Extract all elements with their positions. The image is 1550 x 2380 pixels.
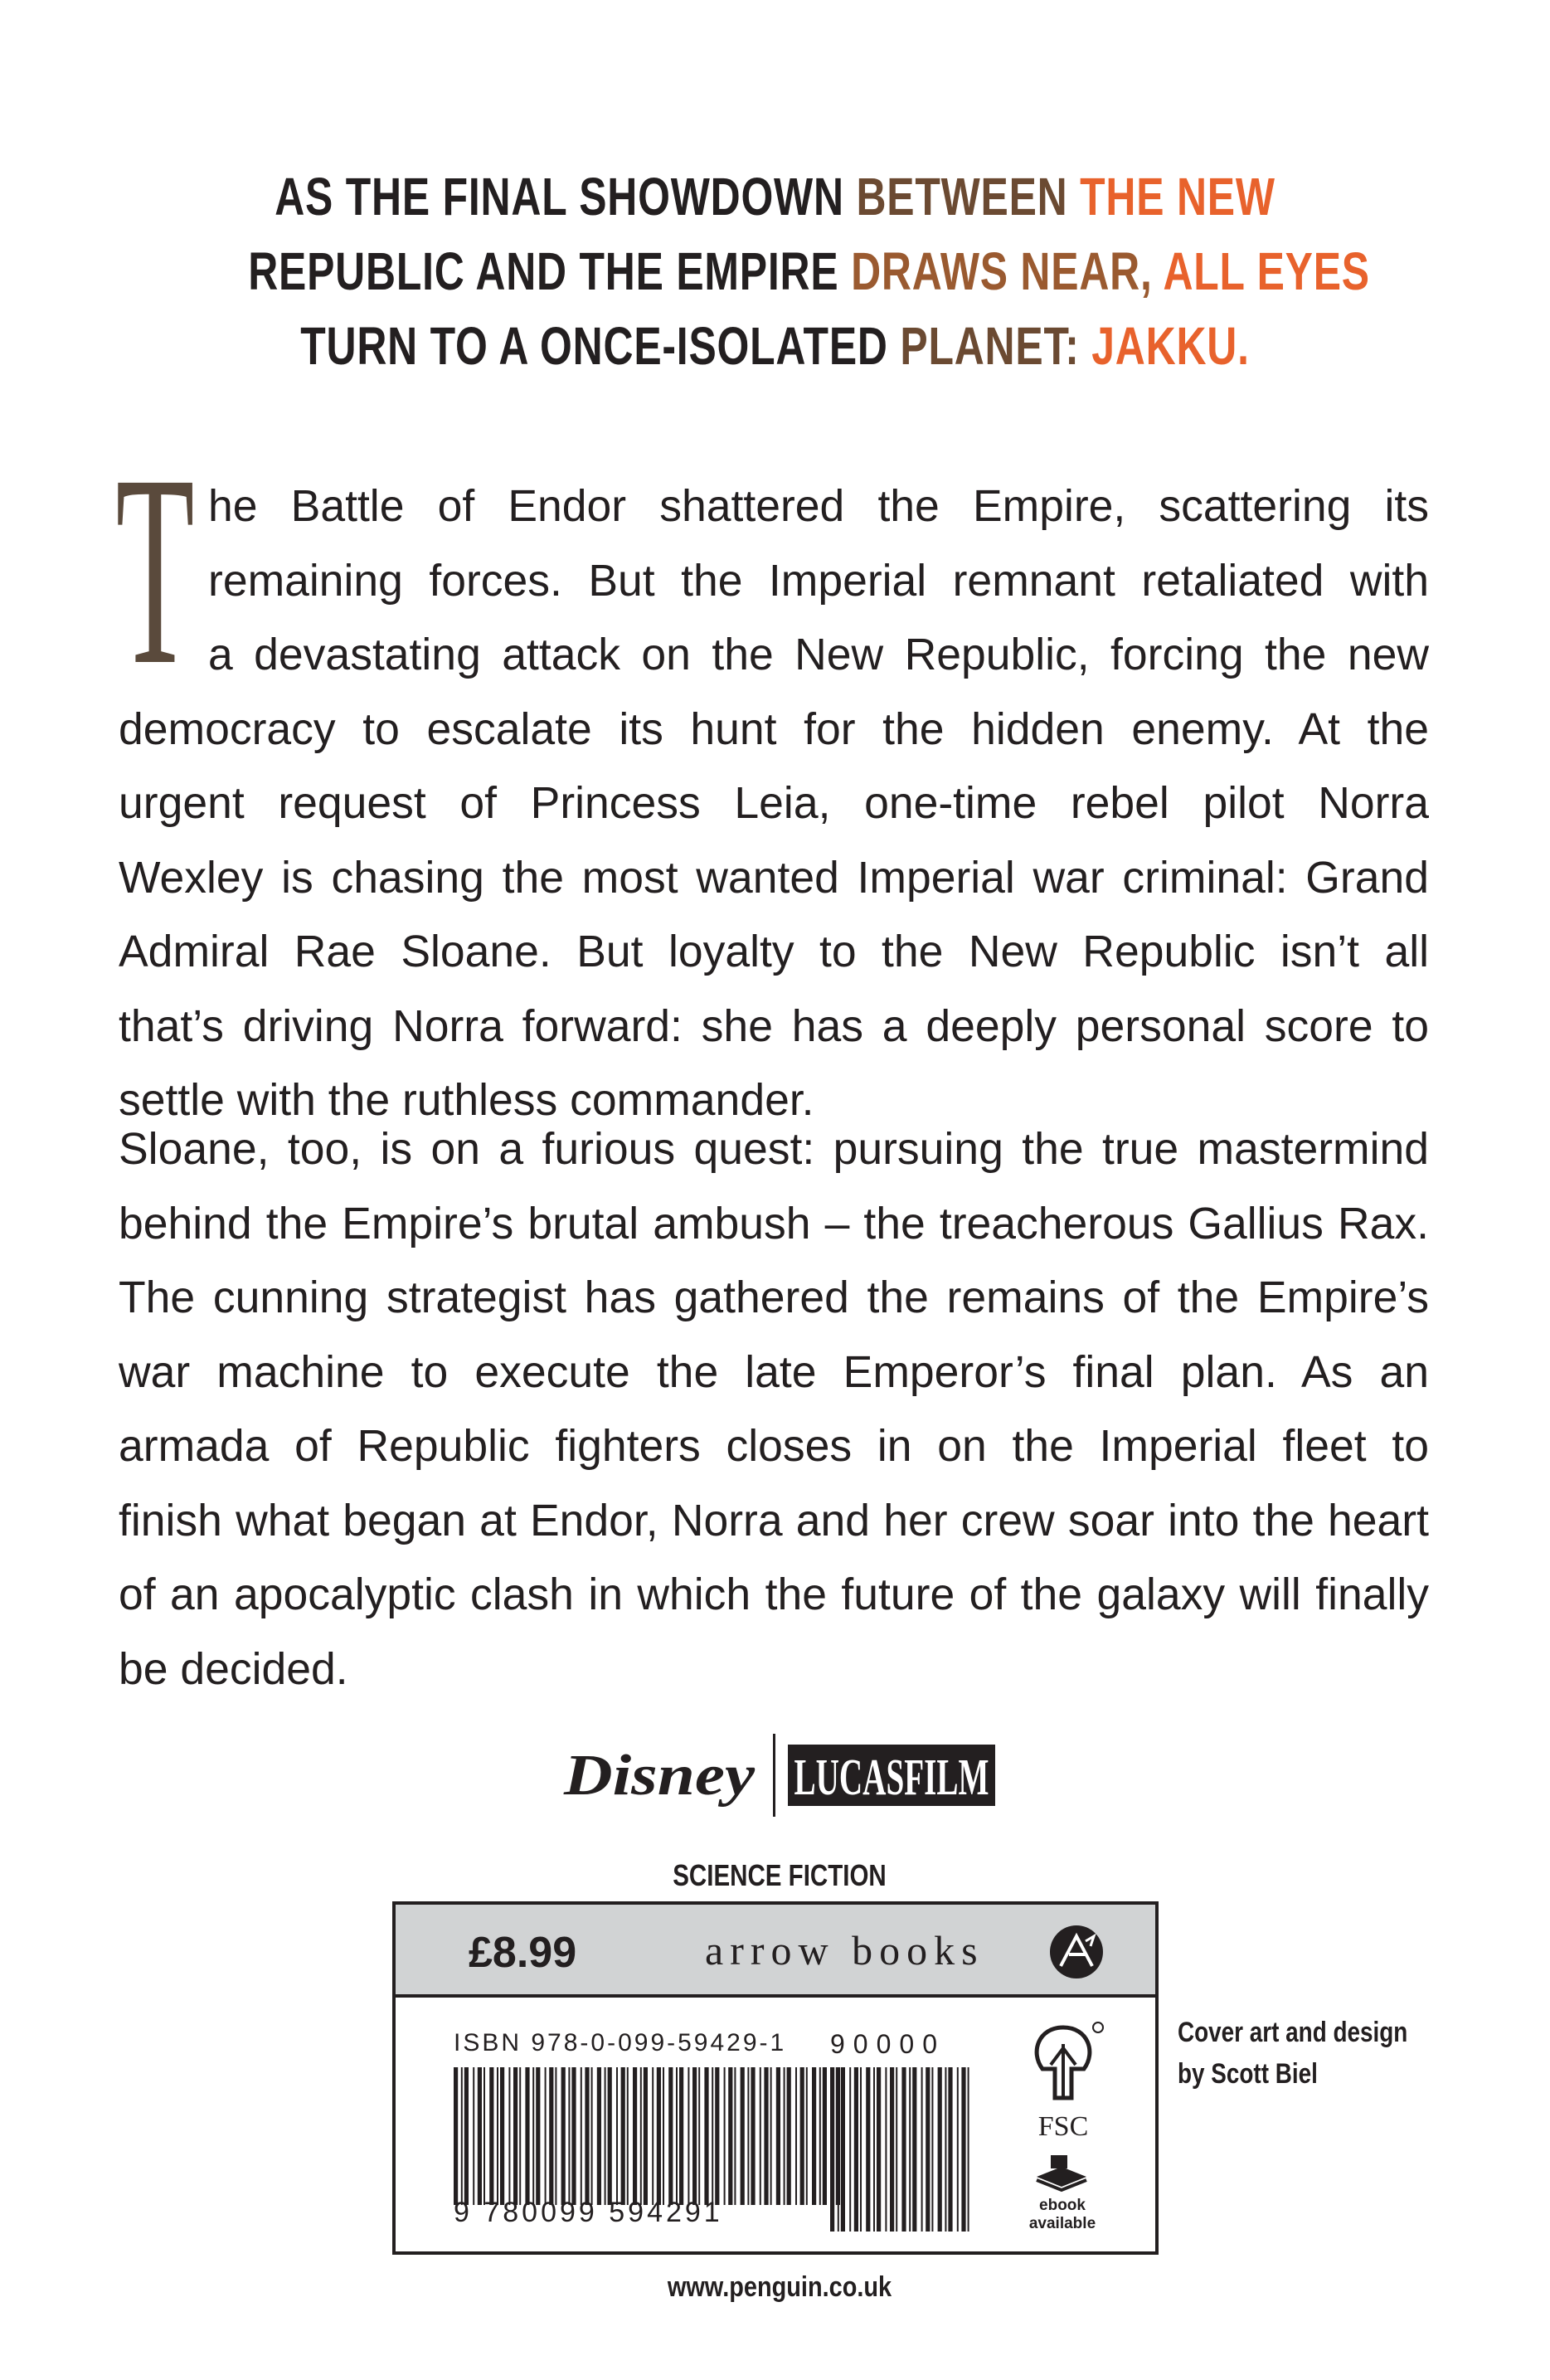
fsc-label: FSC (1037, 2111, 1089, 2142)
barcode-bar (760, 2067, 761, 2205)
barcode-bar (500, 2067, 504, 2205)
isbn-barcode (454, 2067, 843, 2205)
barcode-bar (751, 2067, 755, 2205)
barcode-bar (549, 2067, 553, 2205)
barcode-bar (497, 2067, 498, 2205)
headline-segment: TURN TO A ONCE-ISOLATED (300, 316, 901, 376)
barcode-bar (679, 2067, 683, 2205)
barcode-bar (581, 2067, 582, 2205)
blurb-line: settle with the ruthless commander. (119, 1076, 814, 1125)
headline-line (248, 159, 1302, 234)
barcode-bar (948, 2067, 952, 2232)
addon-barcode (830, 2067, 971, 2232)
headline-segment: REPUBLIC AND THE EMPIRE (248, 241, 852, 301)
barcode-bar (728, 2067, 732, 2205)
blurb-line: Admiral Rae Sloane. But loyalty to the New Republic isn’t all (119, 927, 1429, 976)
barcode-bar (698, 2067, 700, 2205)
blurb-line: that’s driving Norra forward: she has a deeply personal score to (119, 1001, 1429, 1051)
headline-segment: PLANET: (900, 316, 1092, 376)
barcode-bar (668, 2067, 673, 2205)
barcode-bar (478, 2067, 482, 2205)
fsc-tree-icon (1022, 2019, 1105, 2144)
barcode-bar (877, 2067, 881, 2232)
barcode-bar (545, 2067, 547, 2205)
barcode-bar (866, 2067, 870, 2232)
barcode-bar (885, 2067, 887, 2232)
barcode-bar (489, 2067, 493, 2205)
barcode-bar (770, 2067, 772, 2205)
barcode-bar (784, 2067, 785, 2205)
headline-segment: JAKKU. (1091, 316, 1250, 376)
barcode-bar (968, 2067, 969, 2232)
barcode-bar (652, 2067, 654, 2205)
headline-segment: BETWEEN (856, 167, 1081, 226)
barcode-bar (473, 2067, 474, 2205)
barcode-bar (823, 2067, 827, 2205)
blurb-line: behind the Empire’s brutal ambush – the treacherous Gallius Rax. (119, 1199, 1429, 1248)
blurb-line: of an apocalyptic clash in which the future of the galaxy will finally (119, 1570, 1429, 1619)
barcode-bar (860, 2067, 862, 2232)
barcode-bar (961, 2067, 965, 2232)
barcode-bar (819, 2067, 821, 2205)
barcode-bar (841, 2067, 845, 2232)
blurb-line: urgent request of Princess Leia, one-time rebel pilot Norra (119, 779, 1429, 828)
headline-segment: THE NEW (1080, 167, 1275, 226)
barcode-bar (568, 2067, 570, 2205)
barcode-bar (795, 2067, 797, 2205)
blurb-line: finish what began at Endor, Norra and her crew soar into the heart (119, 1496, 1429, 1545)
barcode-bar (464, 2067, 469, 2205)
barcode-bar (536, 2067, 540, 2205)
website-url: www.penguin.co.uk (667, 2271, 892, 2303)
barcode-bar (945, 2067, 946, 2232)
barcode-bar (715, 2067, 719, 2205)
blurb-line: armada of Republic fighters closes in on the Imperial fleet to (119, 1422, 1429, 1471)
barcode-bar (561, 2067, 566, 2205)
barcode-bar (627, 2067, 629, 2205)
barcode-bar (873, 2067, 875, 2232)
ebook-available-label (1014, 2197, 1110, 2233)
barcode-bar (571, 2067, 576, 2205)
logo-divider (773, 1734, 775, 1817)
blurb-line: The cunning strategist has gathered the remains of the Empire’s (119, 1273, 1429, 1322)
barcode-bar (513, 2067, 517, 2205)
blurb-line: remaining forces. But the Imperial remnant retaliated with (208, 556, 1429, 606)
barcode-bar (741, 2067, 745, 2205)
barcode-bar (712, 2067, 713, 2205)
headline-segment: DRAWS NEAR, (851, 241, 1164, 301)
disney-logo: Disney (562, 1744, 756, 1808)
barcode-box (392, 1901, 1159, 2255)
blurb-line: a devastating attack on the New Republic, forcing the new (208, 630, 1429, 679)
cover-credit-line-1: Cover art and design (1178, 2017, 1408, 2048)
ebook-icon (1033, 2152, 1091, 2193)
barcode-bar (454, 2067, 458, 2205)
isbn-digits: 9 780099 594291 (454, 2197, 723, 2228)
barcode-bar (621, 2067, 625, 2205)
barcode-bar (616, 2067, 618, 2205)
drop-cap-letter: T (115, 419, 195, 722)
barcode-bar (640, 2067, 642, 2205)
headline (248, 159, 1370, 383)
isbn-label: ISBN 978-0-099-59429-1 (454, 2029, 787, 2056)
barcode-bar (800, 2067, 804, 2205)
addon-digits: 90000 (830, 2029, 945, 2059)
barcode-bar (676, 2067, 678, 2205)
barcode-bar (633, 2067, 637, 2205)
publisher-name: arrow books (705, 1927, 984, 1974)
barcode-bar (938, 2067, 942, 2232)
barcode-bar (896, 2067, 897, 2232)
barcode-bar (890, 2067, 894, 2232)
barcode-bar (776, 2067, 780, 2205)
barcode-bar (663, 2067, 664, 2205)
barcode-bar (704, 2067, 708, 2205)
blurb-line: he Battle of Endor shattered the Empire, scattering its (208, 482, 1429, 531)
barcode-bar (734, 2067, 736, 2205)
barcode-bar (591, 2067, 593, 2205)
barcode-bar (605, 2067, 606, 2205)
ebook-label-line-1: ebook (1039, 2197, 1086, 2214)
barcode-bar (838, 2067, 839, 2232)
barcode-bar (806, 2067, 808, 2205)
barcode-bar (608, 2067, 612, 2205)
barcode-bar (764, 2067, 768, 2205)
barcode-bar (657, 2067, 661, 2205)
ebook-label-line-2: available (1028, 2215, 1096, 2232)
barcode-bar (483, 2067, 485, 2205)
barcode-bar (461, 2067, 463, 2205)
barcode-bar (931, 2067, 933, 2232)
blurb-line: be decided. (119, 1644, 348, 1694)
barcode-bar (555, 2067, 556, 2205)
barcode-bar (519, 2067, 521, 2205)
blurb-paragraph-1 (119, 470, 1429, 1138)
price-band (396, 1905, 1155, 1998)
barcode-bar (508, 2067, 510, 2205)
barcode-bar (525, 2067, 529, 2205)
arrow-books-logo-icon (1049, 1925, 1104, 1979)
barcode-bar (957, 2067, 959, 2232)
barcode-bar (921, 2067, 923, 2232)
blurb-paragraph-2 (119, 1112, 1429, 1706)
barcode-bar (688, 2067, 689, 2205)
blurb-line: war machine to execute the late Emperor’s final plan. As an (119, 1347, 1429, 1397)
blurb-line: Wexley is chasing the most wanted Imperial war criminal: Grand (119, 853, 1429, 903)
barcode-bar (724, 2067, 726, 2205)
barcode-bar (812, 2067, 816, 2205)
publisher-logos (564, 1730, 995, 1821)
headline-line (248, 234, 1370, 309)
blurb-line: Sloane, too, is on a furious quest: pursuing the true mastermind (119, 1125, 1429, 1174)
barcode-bar (926, 2067, 930, 2232)
barcode-bar (692, 2067, 697, 2205)
barcode-bar (854, 2067, 858, 2232)
barcode-bar (912, 2067, 916, 2232)
barcode-bar (585, 2067, 589, 2205)
barcode-bar (901, 2067, 906, 2232)
headline-line (248, 309, 1302, 383)
blurb-line: democracy to escalate its hunt for the hidden enemy. At the (119, 704, 1429, 754)
lucasfilm-logo: LUCASFILM (794, 1750, 989, 1806)
price: £8.99 (469, 1929, 577, 1977)
headline-segment: AS THE FINAL SHOWDOWN (275, 167, 857, 226)
barcode-bar (747, 2067, 749, 2205)
barcode-bar (830, 2067, 834, 2232)
barcode-bar (849, 2067, 851, 2232)
cover-credit-line-2: by Scott Biel (1178, 2058, 1318, 2090)
barcode-bar (644, 2067, 648, 2205)
barcode-bar (532, 2067, 534, 2205)
headline-segment: ALL EYES (1163, 241, 1370, 301)
cover-credit (1178, 2012, 1407, 2095)
barcode-bar (787, 2067, 791, 2205)
barcode-bar (597, 2067, 601, 2205)
barcode-bar (909, 2067, 911, 2232)
genre-label: SCIENCE FICTION (673, 1858, 887, 1892)
